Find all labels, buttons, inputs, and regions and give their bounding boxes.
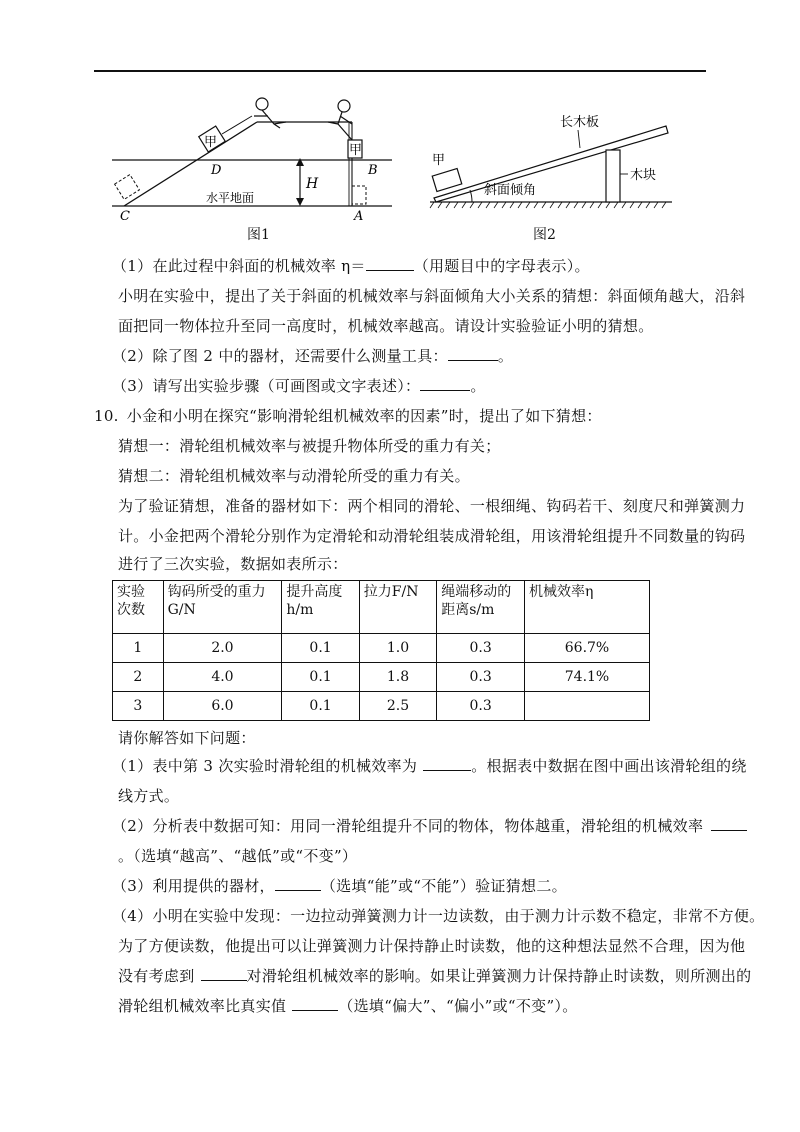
table-header-cell: 钩码所受的重力G/N (163, 581, 282, 634)
label-H: H (306, 176, 319, 192)
table-header-cell: 实验次数 (113, 581, 164, 634)
q9-sub1 (112, 256, 590, 276)
q10-sub2-line1 (112, 816, 747, 836)
table-cell: 1.0 (359, 634, 436, 663)
q10-sub4-line4 (118, 996, 578, 1016)
label-B: B (368, 163, 378, 178)
q10-answer-intro: 请你解答如下问题： (118, 729, 256, 747)
table-cell: 74.1% (524, 663, 649, 692)
q10-equip-line2: 计。小金把两个滑轮分别作为定滑轮和动滑轮组装成滑轮组，用该滑轮组提升不同数量的钩码 (118, 527, 746, 545)
label-jia-left: 甲 (204, 134, 218, 149)
label-ground: 水平地面 (206, 191, 255, 205)
table-cell: 3 (113, 692, 164, 721)
answer-blank[interactable] (711, 816, 747, 831)
q10-text: 小金和小明在探究“影响滑轮组机械效率的因素”时，提出了如下猜想： (126, 407, 602, 425)
answer-blank[interactable] (448, 346, 498, 361)
label-jia: 甲 (432, 152, 446, 167)
table-cell: 4.0 (163, 663, 282, 692)
table-cell: 0.1 (282, 692, 359, 721)
q10-guess2: 猜想二：滑轮组机械效率与动滑轮所受的重力有关。 (118, 467, 470, 485)
answer-blank[interactable] (366, 256, 414, 271)
q10-line1 (94, 406, 602, 426)
q10-sub4-line3-pre: 没有考虑到 (118, 967, 195, 985)
table-cell: 2 (113, 663, 164, 692)
q9-intro-line1: 小明在实验中，提出了关于斜面的机械效率与斜面倾角大小关系的猜想：斜面倾角越大，沿斜 (118, 287, 746, 305)
q10-equip-line3: 进行了三次实验，数据如表所示： (118, 555, 348, 573)
q9-sub3-post: 。 (470, 377, 486, 395)
q9-sub2-post: 。 (497, 347, 514, 365)
table-cell: 2.0 (163, 634, 282, 663)
label-D: D (211, 163, 222, 178)
table-cell: 1 (113, 634, 164, 663)
table-cell: 66.7% (524, 634, 649, 663)
label-A: A (354, 209, 364, 224)
q10-sub3-pre: （3）利用提供的器材， (112, 877, 275, 895)
figure-1-incline-diagram (112, 94, 402, 244)
q10-number: 10. (94, 407, 119, 425)
q9-sub2-pre: （2）除了图 2 中的器材，还需要什么测量工具： (112, 347, 448, 365)
q10-sub1-pre: （1）表中第 3 次实验时滑轮组的机械效率为 (112, 757, 418, 775)
q10-sub1 (112, 756, 747, 776)
table-cell: 6.0 (163, 692, 282, 721)
table-cell: 0.1 (282, 663, 359, 692)
answer-blank[interactable] (420, 376, 470, 391)
label-angle: 斜面倾角 (484, 182, 537, 197)
table-row (113, 634, 650, 663)
q10-sub1-post: 。根据表中数据在图中画出该滑轮组的绕 (471, 757, 747, 775)
table-cell: 2.5 (359, 692, 436, 721)
label-board: 长木板 (560, 114, 600, 129)
table-header-cell: 提升高度h/m (282, 581, 359, 634)
table-cell: 0.1 (282, 634, 359, 663)
answer-blank[interactable] (201, 966, 247, 981)
q10-sub1-line2: 线方式。 (118, 787, 180, 805)
answer-blank[interactable] (423, 756, 471, 771)
q10-sub4-line4-pre: 滑轮组机械效率比真实值 (118, 997, 287, 1015)
table-row (113, 663, 650, 692)
q9-sub3-pre: （3）请写出实验步骤（可画图或文字表述）： (112, 377, 421, 395)
table-header-cell: 绳端移动的距离s/m (437, 581, 525, 634)
q9-sub1-pre: （1）在此过程中斜面的机械效率 η＝ (112, 257, 366, 275)
q10-sub4-line3 (118, 966, 751, 986)
label-block: 木块 (630, 167, 657, 182)
table-cell: 0.3 (437, 634, 525, 663)
q10-sub4-line1: （4）小明在实验中发现：一边拉动弹簧测力计一边读数，由于测力计示数不稳定，非常不方便。 (112, 907, 765, 925)
q9-sub3 (112, 376, 486, 396)
table-header-row (113, 581, 650, 634)
q10-sub3-post: （选填“能”或“不能”）验证猜想二。 (320, 877, 567, 895)
answer-blank[interactable] (275, 876, 321, 891)
q10-sub3 (112, 876, 567, 896)
answer-blank[interactable] (292, 996, 338, 1011)
q10-sub4-line4-post: （选填“偏大”、“偏小”或“不变”）。 (338, 997, 578, 1015)
q9-sub1-post: （用题目中的字母表示）。 (413, 257, 590, 275)
table-header-cell: 拉力F/N (359, 581, 436, 634)
table-row (113, 692, 650, 721)
table-header-cell: 机械效率η (524, 581, 649, 634)
q10-equip-line1: 为了验证猜想，准备的器材如下：两个相同的滑轮、一根细绳、钩码若干、刻度尺和弹簧测力 (118, 497, 746, 515)
q9-intro-line2: 面把同一物体拉升至同一高度时，机械效率越高。请设计实验验证小明的猜想。 (118, 317, 654, 335)
q10-sub2-text: （2）分析表中数据可知：用同一滑轮组提升不同的物体，物体越重，滑轮组的机械效率 (112, 817, 704, 835)
table-cell: 1.8 (359, 663, 436, 692)
figure-2-caption: 图2 (533, 227, 556, 243)
header-rule (94, 70, 706, 72)
q10-guess1: 猜想一：滑轮组机械效率与被提升物体所受的重力有关； (118, 437, 501, 455)
q10-sub2-line2: 。（选填“越高”、“越低”或“不变”） (118, 847, 358, 865)
q9-sub2 (112, 346, 513, 366)
table-cell: 0.3 (437, 692, 525, 721)
table-cell: 0.3 (437, 663, 525, 692)
figure-1-caption: 图1 (247, 227, 270, 243)
q10-sub4-line2: 为了方便读数，他提出可以让弹簧测力计保持静止时读数，他的这种想法显然不合理，因为他 (118, 937, 746, 955)
experiment-data-table (112, 580, 650, 721)
label-jia-right: 甲 (349, 142, 363, 157)
table-cell[interactable] (524, 692, 649, 721)
label-C: C (120, 209, 130, 224)
q10-sub4-line3-post: 对滑轮组机械效率的影响。如果让弹簧测力计保持静止时读数，则所测出的 (246, 967, 752, 985)
